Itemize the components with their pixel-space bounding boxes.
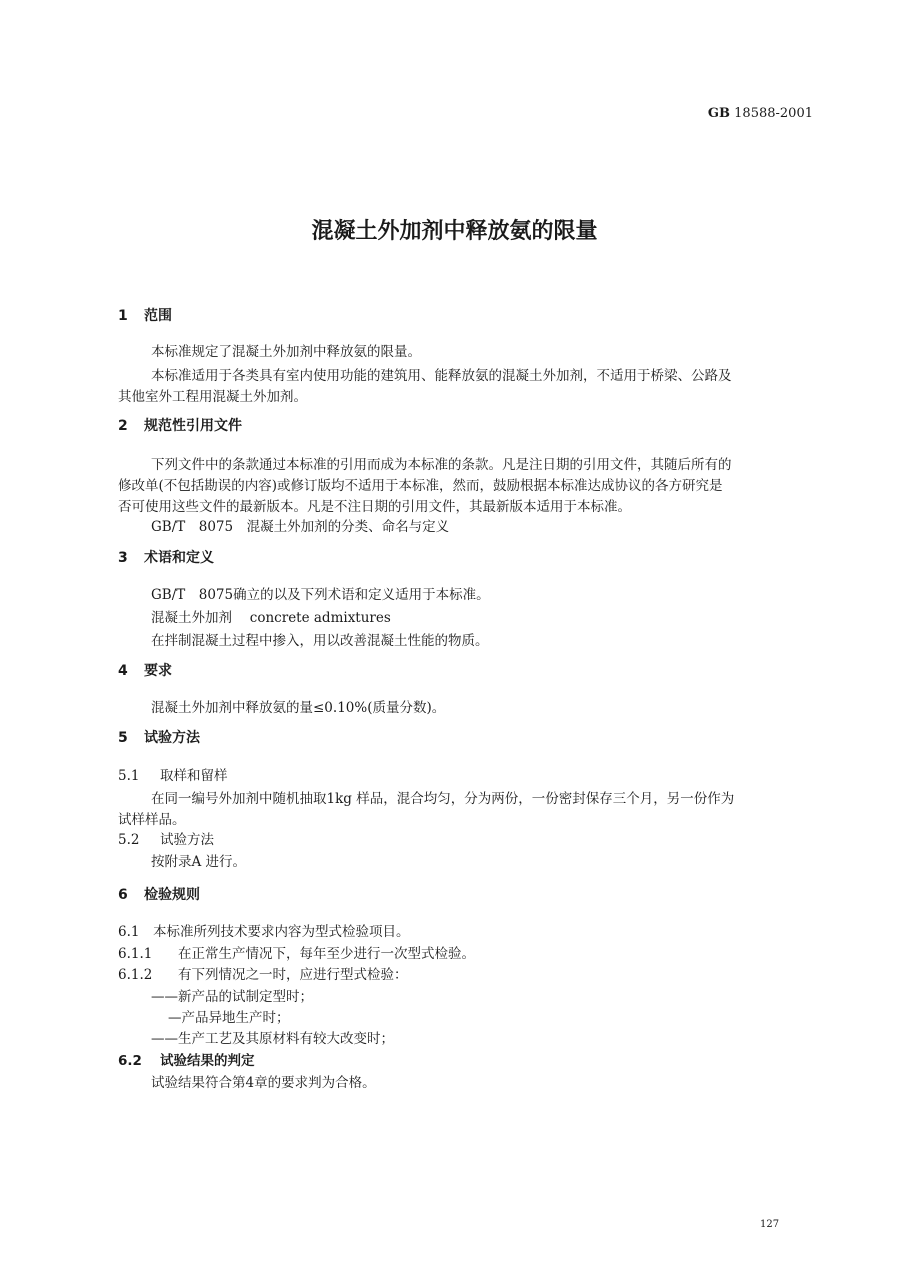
list-item-3: ——生产工艺及其原材料有较大改变时； <box>151 1031 394 1047</box>
section-3-heading <box>118 547 214 567</box>
section-2-reference: GB/T 8075 混凝土外加剂的分类、命名与定义 <box>151 519 450 535</box>
code-prefix: GB <box>707 106 731 121</box>
section-5-title: 试验方法 <box>144 730 200 746</box>
section-5-number: 5 <box>118 730 128 746</box>
section-6-1-para: 6.1 本标准所列技术要求内容为型式检验项目。 <box>118 924 410 940</box>
section-6-heading <box>118 884 200 904</box>
section-6-2-heading <box>118 1049 255 1069</box>
section-1-para-2-line-1: 本标准适用于各类具有室内使用功能的建筑用、能释放氨的混凝土外加剂，不适用于桥梁、公路及 <box>151 368 732 384</box>
section-5-1-title: 取样和留样 <box>160 768 228 784</box>
section-6-1-2-text: 有下列情况之一时，应进行型式检验： <box>178 967 408 983</box>
section-6-2-title: 试验结果的判定 <box>160 1053 255 1069</box>
section-3-title: 术语和定义 <box>144 550 214 566</box>
section-5-heading <box>118 727 200 747</box>
list-item-1: ——新产品的试制定型时； <box>151 989 313 1005</box>
section-5-1-para-line-2: 试样样品。 <box>118 812 186 828</box>
section-6-1-1-text: 在正常生产情况下，每年至少进行一次型式检验。 <box>178 946 475 962</box>
section-1-para-1: 本标准规定了混凝土外加剂中释放氨的限量。 <box>151 344 421 360</box>
section-5-2-number: 5.2 <box>118 832 140 848</box>
section-6-title: 检验规则 <box>144 887 200 903</box>
code-number: 18588-2001 <box>734 106 813 121</box>
document-code <box>708 106 813 121</box>
section-5-1-number: 5.1 <box>118 768 140 784</box>
section-6-2-para: 试验结果符合第4章的要求判为合格。 <box>151 1075 376 1091</box>
section-5-2-title: 试验方法 <box>160 832 214 848</box>
section-2-heading <box>118 415 242 435</box>
section-4-heading <box>118 660 172 680</box>
section-6-1-2-para <box>118 963 408 983</box>
section-2-number: 2 <box>118 418 128 434</box>
list-item-2: —产品异地生产时； <box>168 1010 290 1026</box>
section-3-term: 混凝土外加剂 concrete admixtures <box>151 610 391 626</box>
section-5-2-para: 按附录A 进行。 <box>151 854 247 870</box>
section-2-para-line-2: 修改单(不包括勘误的内容)或修订版均不适用于本标准，然而，鼓励根据本标准达成协议的各方研究是 <box>118 478 723 494</box>
section-6-1-1-para <box>118 942 475 962</box>
section-3-definition: 在拌制混凝土过程中掺入，用以改善混凝土性能的物质。 <box>151 633 489 649</box>
section-6-1-2-number: 6.1.2 <box>118 967 153 983</box>
section-1-number: 1 <box>118 308 128 324</box>
section-2-para-line-1: 下列文件中的条款通过本标准的引用而成为本标准的条款。凡是注日期的引用文件，其随后所有的 <box>151 457 732 473</box>
section-5-1-para-line-1: 在同一编号外加剂中随机抽取1kg 样品，混合均匀，分为两份，一份密封保存三个月，另一份作为 <box>151 791 735 807</box>
section-1-title: 范围 <box>144 308 172 324</box>
section-3-para: GB/T 8075确立的以及下列术语和定义适用于本标准。 <box>151 587 490 603</box>
section-4-para: 混凝土外加剂中释放氨的量≤0.10%(质量分数)。 <box>151 700 446 716</box>
section-1-heading <box>118 305 172 325</box>
section-4-title: 要求 <box>144 663 172 679</box>
page-number: 127 <box>760 1219 780 1230</box>
section-6-2-number: 6.2 <box>118 1053 142 1069</box>
section-3-number: 3 <box>118 550 128 566</box>
section-1-para-2-line-2: 其他室外工程用混凝土外加剂。 <box>118 389 307 405</box>
section-2-title: 规范性引用文件 <box>144 418 242 434</box>
page-title: 混凝土外加剂中释放氨的限量 <box>311 219 598 244</box>
section-5-1-heading <box>118 764 228 784</box>
section-4-number: 4 <box>118 663 128 679</box>
section-6-number: 6 <box>118 887 128 903</box>
section-5-2-heading <box>118 828 214 848</box>
section-6-1-1-number: 6.1.1 <box>118 946 153 962</box>
section-2-para-line-3: 否可使用这些文件的最新版本。凡是不注日期的引用文件，其最新版本适用于本标准。 <box>118 499 631 515</box>
